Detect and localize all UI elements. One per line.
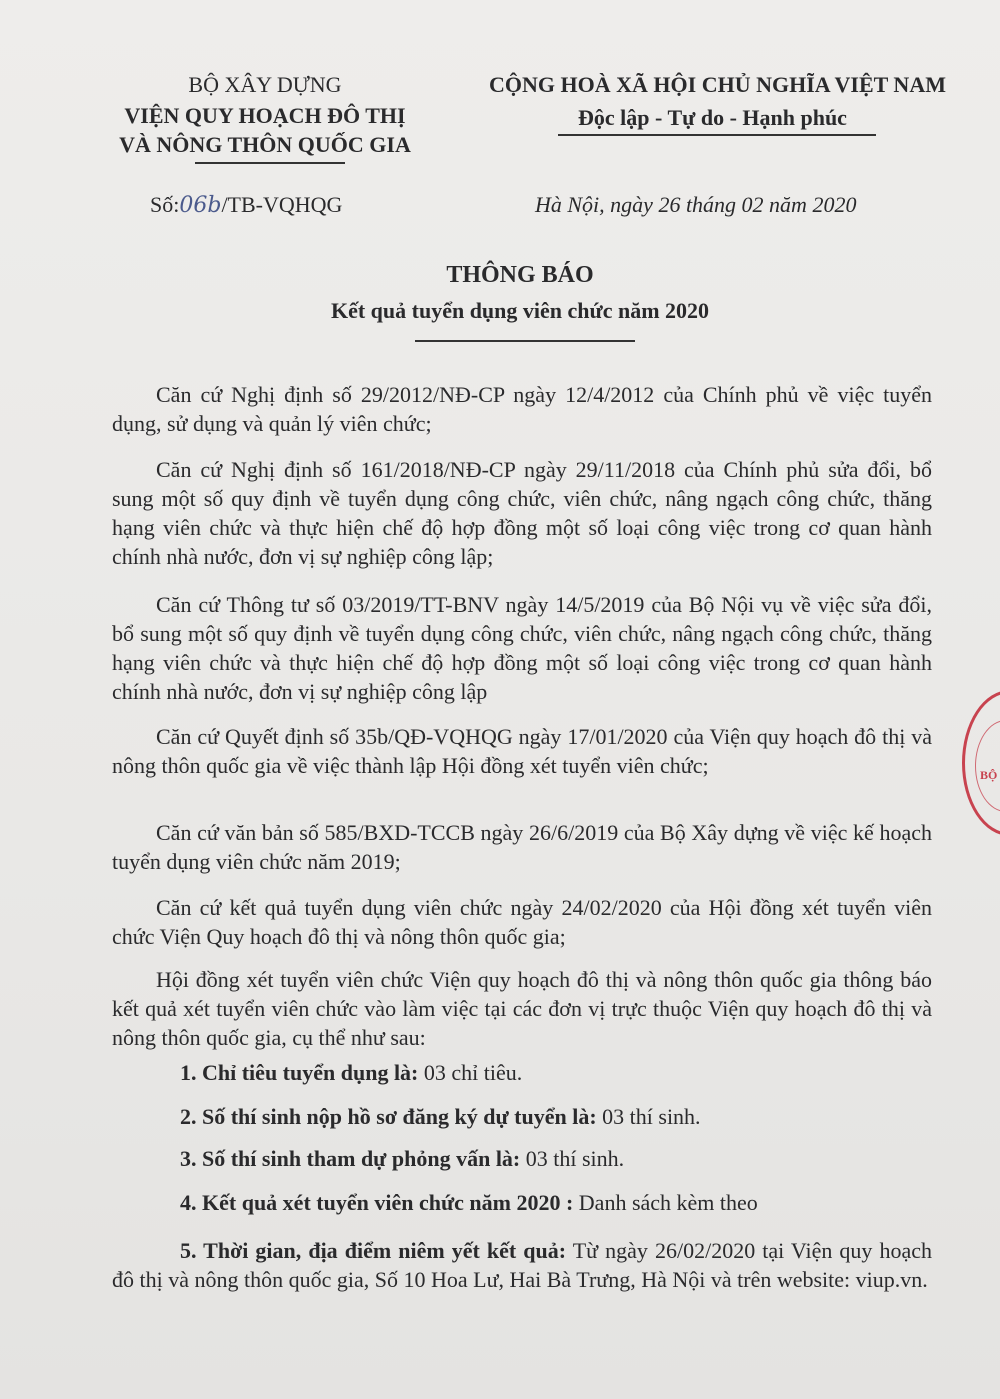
item-4: 4. Kết quả xét tuyển viên chức năm 2020 : Danh sách kèm theo bbox=[180, 1190, 758, 1215]
header-left-underline bbox=[195, 162, 345, 164]
seal-text: BỘ bbox=[980, 768, 998, 782]
item-3: 3. Số thí sinh tham dự phỏng vấn là: 03 thí sinh. bbox=[180, 1146, 625, 1171]
ministry-name: BỘ XÂY DỰNG bbox=[188, 72, 342, 97]
item-2: 2. Số thí sinh nộp hồ sơ đăng ký dự tuyển là: 03 thí sinh. bbox=[180, 1104, 701, 1129]
paragraph-1: Căn cứ Nghị định số 29/2012/NĐ-CP ngày 12/4/2012 của Chính phủ về việc tuyển dụng, sử dụng và quản lý viên chức; bbox=[112, 382, 932, 436]
paragraph-5: Căn cứ văn bản số 585/BXD-TCCB ngày 26/6/2019 của Bộ Xây dựng về việc kế hoạch tuyển dụng viên chức năm 2019; bbox=[112, 820, 932, 874]
issue-date: Hà Nội, ngày 26 tháng 02 năm 2020 bbox=[535, 192, 857, 217]
document-number bbox=[150, 192, 342, 218]
doc-number-suffix: /TB-VQHQG bbox=[221, 192, 343, 217]
paragraph-6: Căn cứ kết quả tuyển dụng viên chức ngày 24/02/2020 của Hội đồng xét tuyển viên chức Viện Quy hoạch đô thị và nông thôn quốc gia; bbox=[112, 895, 932, 949]
paragraph-2: Căn cứ Nghị định số 161/2018/NĐ-CP ngày 29/11/2018 của Chính phủ sửa đổi, bổ sung một số quy định về tuyển dụng công chức, viên chức, nâng ngạch công chức, thăng hạng viên chức và thực hiện chế độ hợp đồng một số loại công việc trong cơ quan hành chính nhà nước, đơn vị sự nghiệp công lập; bbox=[112, 457, 932, 569]
paragraph-7: Hội đồng xét tuyển viên chức Viện quy hoạch đô thị và nông thôn quốc gia thông báo kết quả xét tuyển viên chức vào làm việc tại các đơn vị trực thuộc Viện quy hoạch đô thị và nông thôn quốc gia, cụ thể như sau: bbox=[112, 967, 932, 1050]
national-motto: Độc lập - Tự do - Hạnh phúc bbox=[578, 105, 847, 130]
item-1: 1. Chỉ tiêu tuyển dụng là: 03 chỉ tiêu. bbox=[180, 1060, 523, 1085]
doc-number-handwritten: 06b bbox=[179, 193, 222, 218]
institute-name-line1: VIỆN QUY HOẠCH ĐÔ THỊ bbox=[124, 103, 406, 128]
doc-number-prefix: Số: bbox=[150, 192, 180, 217]
institute-name-line2: VÀ NÔNG THÔN QUỐC GIA bbox=[119, 132, 411, 157]
document-title: THÔNG BÁO bbox=[446, 262, 594, 288]
motto-underline bbox=[558, 134, 876, 136]
paragraph-3: Căn cứ Thông tư số 03/2019/TT-BNV ngày 14/5/2019 của Bộ Nội vụ về việc sửa đổi, bổ sung một số quy định về tuyển dụng công chức, viên chức, nâng ngạch công chức, thăng hạng viên chức và thực hiện chế độ hợp đồng một số loại công việc trong cơ quan hành chính nhà nước, đơn vị sự nghiệp công lập bbox=[112, 592, 932, 704]
paragraph-4: Căn cứ Quyết định số 35b/QĐ-VQHQG ngày 17/01/2020 của Viện quy hoạch đô thị và nông thôn quốc gia về việc thành lập Hội đồng xét tuyển viên chức; bbox=[112, 724, 932, 778]
title-underline bbox=[415, 340, 635, 342]
item-5: 5. Thời gian, địa điểm niêm yết kết quả: Từ ngày 26/02/2020 tại Viện quy hoạch đô thị và nông thôn quốc gia, Số 10 Hoa Lư, Hai Bà Trưng, Hà Nội và trên website: viup.vn. bbox=[112, 1238, 932, 1292]
document-subtitle: Kết quả tuyển dụng viên chức năm 2020 bbox=[330, 298, 710, 323]
country-name: CỘNG HOÀ XÃ HỘI CHỦ NGHĨA VIỆT NAM bbox=[489, 72, 946, 97]
